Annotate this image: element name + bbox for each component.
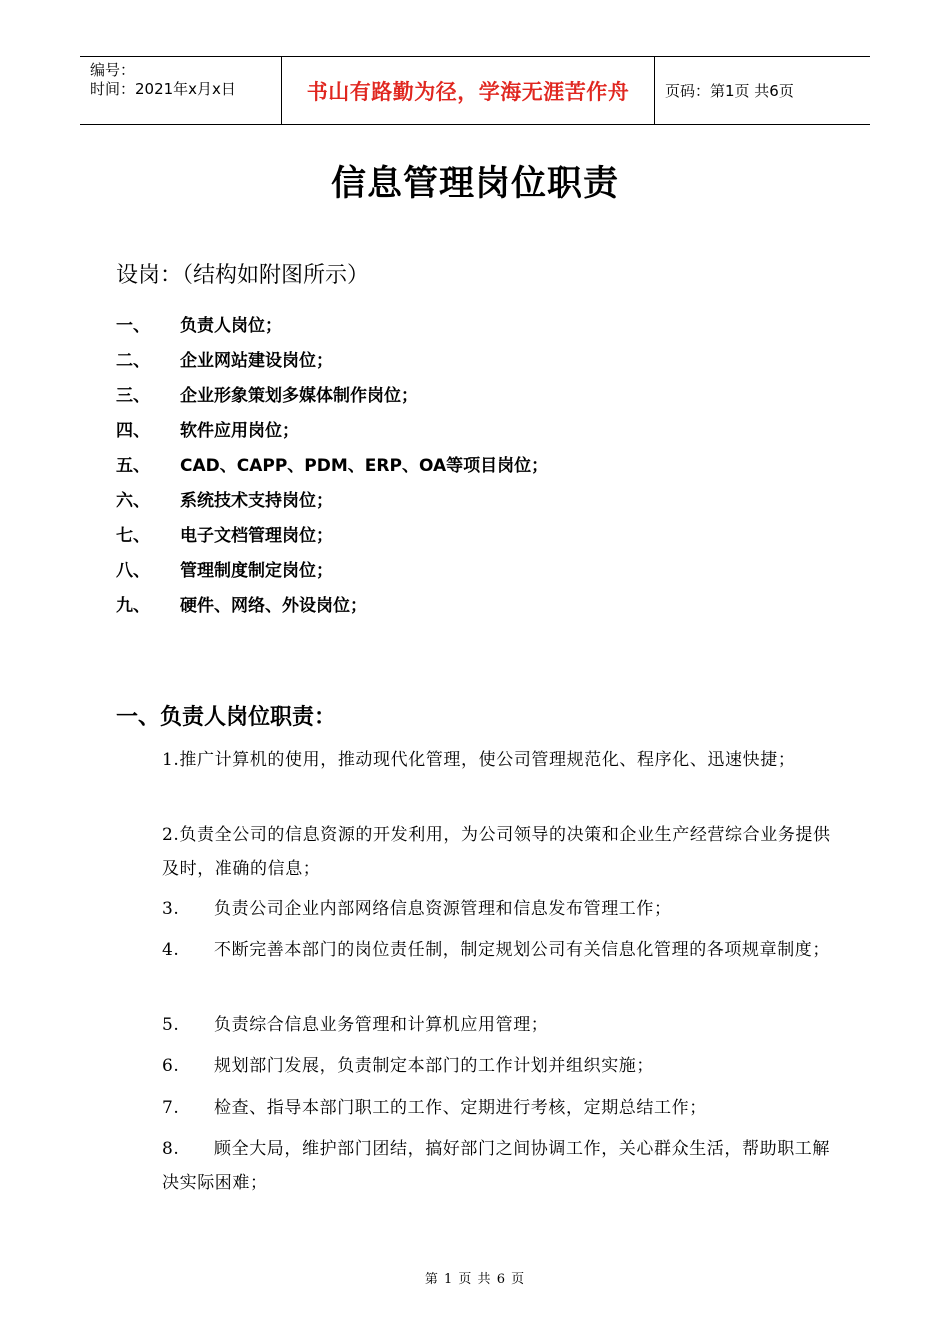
list-item [116, 446, 548, 481]
list-item [116, 481, 548, 516]
page-info-text: 页码：第1页 共6页 [665, 82, 794, 100]
motto-text: 书山有路勤为径，学海无涯苦作舟 [306, 79, 630, 104]
position-list [116, 306, 548, 621]
list-item [116, 411, 548, 446]
duty-number: 4. [162, 940, 180, 960]
list-item-text: 电子文档管理岗位； [180, 526, 333, 546]
duty-item [162, 1049, 842, 1083]
list-item-text: 管理制度制定岗位； [180, 561, 333, 581]
duty-item [162, 892, 842, 926]
list-item-number: 五、 [116, 456, 150, 476]
duty-text: 规划部门发展，负责制定本部门的工作计划并组织实施； [214, 1056, 654, 1076]
list-item-text: 负责人岗位； [180, 316, 282, 336]
duty-number: 2. [162, 825, 180, 845]
list-item-number: 七、 [116, 526, 150, 546]
list-item-number: 一、 [116, 316, 150, 336]
list-item-number: 三、 [116, 386, 150, 406]
list-item [116, 306, 548, 341]
page-footer: 第 1 页 共 6 页 [424, 1272, 526, 1287]
header-meta [80, 57, 281, 124]
duty-text: 负责综合信息业务管理和计算机应用管理； [214, 1015, 549, 1035]
header-page-info [655, 57, 870, 124]
duty-item [162, 1008, 842, 1042]
list-item-text: CAD、CAPP、PDM、ERP、OA等项目岗位； [180, 456, 549, 476]
duty-number: 5. [162, 1015, 180, 1035]
duty-text: 负责全公司的信息资源的开发利用，为公司领导的决策和企业生产经营综合业务提供及时，准确的信息； [162, 825, 831, 879]
duty-text: 检查、指导本部门职工的工作、定期进行考核，定期总结工作； [214, 1098, 707, 1118]
code-label: 编号： [90, 61, 136, 79]
duty-item [162, 743, 842, 777]
duty-number: 1. [162, 750, 180, 770]
list-item-text: 系统技术支持岗位； [180, 491, 333, 511]
setup-heading: 设岗：（结构如附图所示） [116, 263, 370, 288]
list-item-number: 六、 [116, 491, 150, 511]
list-item [116, 376, 548, 411]
duty-number: 8. [162, 1139, 180, 1159]
list-item-text: 企业网站建设岗位； [180, 351, 333, 371]
duty-item [162, 818, 842, 886]
list-item [116, 516, 548, 551]
document-header [80, 56, 870, 125]
duty-text: 不断完善本部门的岗位责任制，制定规划公司有关信息化管理的各项规章制度； [214, 940, 830, 960]
duty-item [162, 933, 842, 967]
duty-number: 3. [162, 899, 180, 919]
duty-number: 6. [162, 1056, 180, 1076]
list-item [116, 551, 548, 586]
duty-text: 推广计算机的使用，推动现代化管理，使公司管理规范化、程序化、迅速快捷； [179, 750, 796, 770]
list-item-number: 九、 [116, 596, 150, 616]
duties-heading: 一、负责人岗位职责： [116, 705, 337, 730]
document-title: 信息管理岗位职责 [330, 164, 619, 204]
list-item [116, 586, 548, 621]
list-item-number: 二、 [116, 351, 150, 371]
list-item-number: 四、 [116, 421, 150, 441]
list-item-number: 八、 [116, 561, 150, 581]
list-item-text: 软件应用岗位； [180, 421, 299, 441]
duty-text: 负责公司企业内部网络信息资源管理和信息发布管理工作； [214, 899, 672, 919]
list-item-text: 硬件、网络、外设岗位； [180, 596, 367, 616]
header-motto-cell [281, 57, 655, 124]
duty-number: 7. [162, 1098, 180, 1118]
duty-item [162, 1132, 842, 1200]
duty-text: 顾全大局，维护部门团结，搞好部门之间协调工作，关心群众生活，帮助职工解决实际困难； [162, 1139, 830, 1193]
duty-item [162, 1091, 842, 1125]
list-item [116, 341, 548, 376]
time-label: 时间：2021年x月x日 [90, 80, 236, 98]
list-item-text: 企业形象策划多媒体制作岗位； [180, 386, 418, 406]
